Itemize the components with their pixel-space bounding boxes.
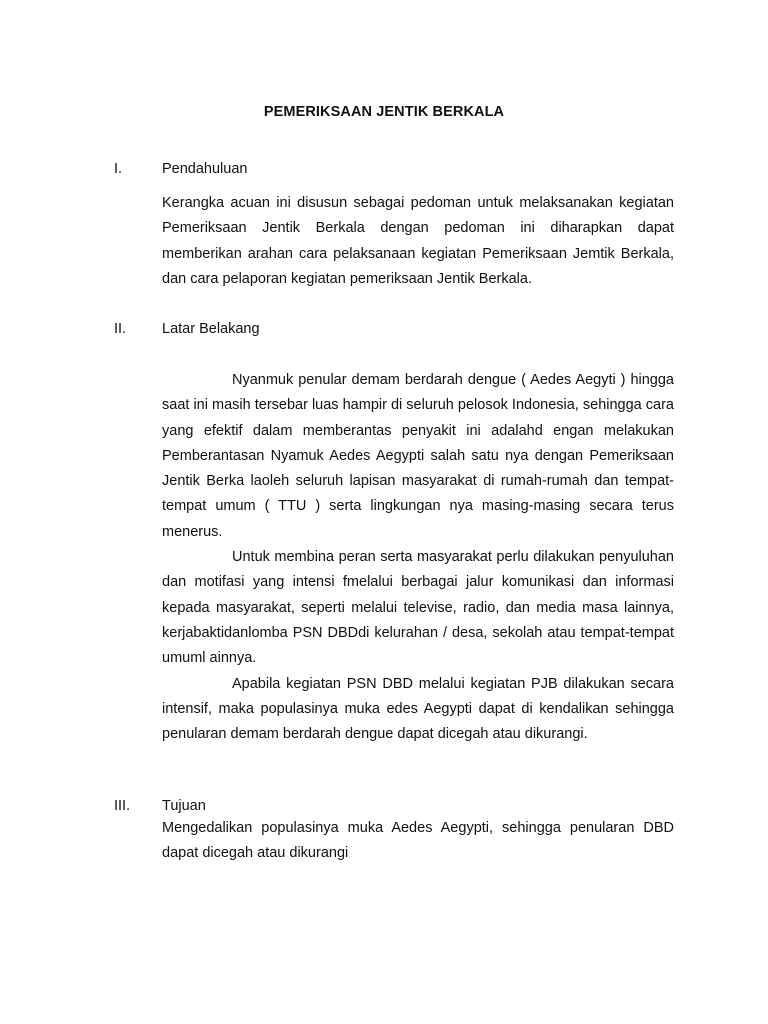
section-heading: Tujuan: [162, 798, 206, 814]
section-body: [162, 816, 674, 867]
document-title: PEMERIKSAAN JENTIK BERKALA: [263, 104, 505, 120]
section-body: [162, 368, 674, 747]
paragraph: Kerangka acuan ini disusun sebagai pedoman untuk melaksanakan kegiatan Pemeriksaan Jentik Berkala dengan pedoman ini diharapkan dapat memberikan arahan cara pelaksanaan kegiatan Pemeriksaan Jemtik Berkala, dan cara pelaporan kegiatan pemeriksaan Jentik Berkala.: [162, 195, 674, 287]
section-body: [162, 191, 674, 292]
section-pendahuluan: [0, 161, 768, 287]
section-numeral: I.: [114, 161, 123, 177]
section-numeral: III.: [114, 798, 131, 814]
paragraph: Mengedalikan populasinya muka Aedes Aegypti, sehingga penularan DBD dapat dicegah atau dikurangi: [162, 820, 674, 862]
section-latar-belakang: [0, 321, 768, 743]
section-tujuan: [0, 798, 768, 862]
section-header: [0, 161, 768, 181]
paragraph: Untuk membina peran serta masyarakat perlu dilakukan penyuluhan dan motifasi yang intensi fmelalui berbagai jalur komunikasi dan informasi kepada masyarakat, seperti melalui televise, radio, dan media masa lainnya, kerjabaktidanlomba PSN DBDdi kelurahan / desa, sekolah atau tempat-tempat umuml ainnya.: [162, 549, 674, 667]
section-header: [0, 798, 768, 818]
section-header: [0, 321, 768, 341]
paragraph: Apabila kegiatan PSN DBD melalui kegiatan PJB dilakukan secara intensif, maka populasinya muka edes Aegypti dapat di kendalikan sehingga penularan demam berdarah dengue dapat dicegah atau dikurangi.: [162, 675, 674, 743]
section-heading: Pendahuluan: [162, 161, 248, 177]
section-heading: Latar Belakang: [162, 321, 260, 337]
section-numeral: II.: [114, 321, 127, 337]
paragraph: Nyanmuk penular demam berdarah dengue ( Aedes Aegyti ) hingga saat ini masih tersebar luas hampir di seluruh pelosok Indonesia, sehingga cara yang efektif dalam memberantas penyakit ini adalahd engan melakukan Pemberantasan Nyamuk Aedes Aegypti salah satu nya dengan Pemeriksaan Jentik Berka laoleh seluruh lapisan masyarakat di rumah-rumah dan tempat-tempat umum ( TTU ) serta lingkungan nya masing-masing secara terus menerus.: [162, 372, 674, 540]
